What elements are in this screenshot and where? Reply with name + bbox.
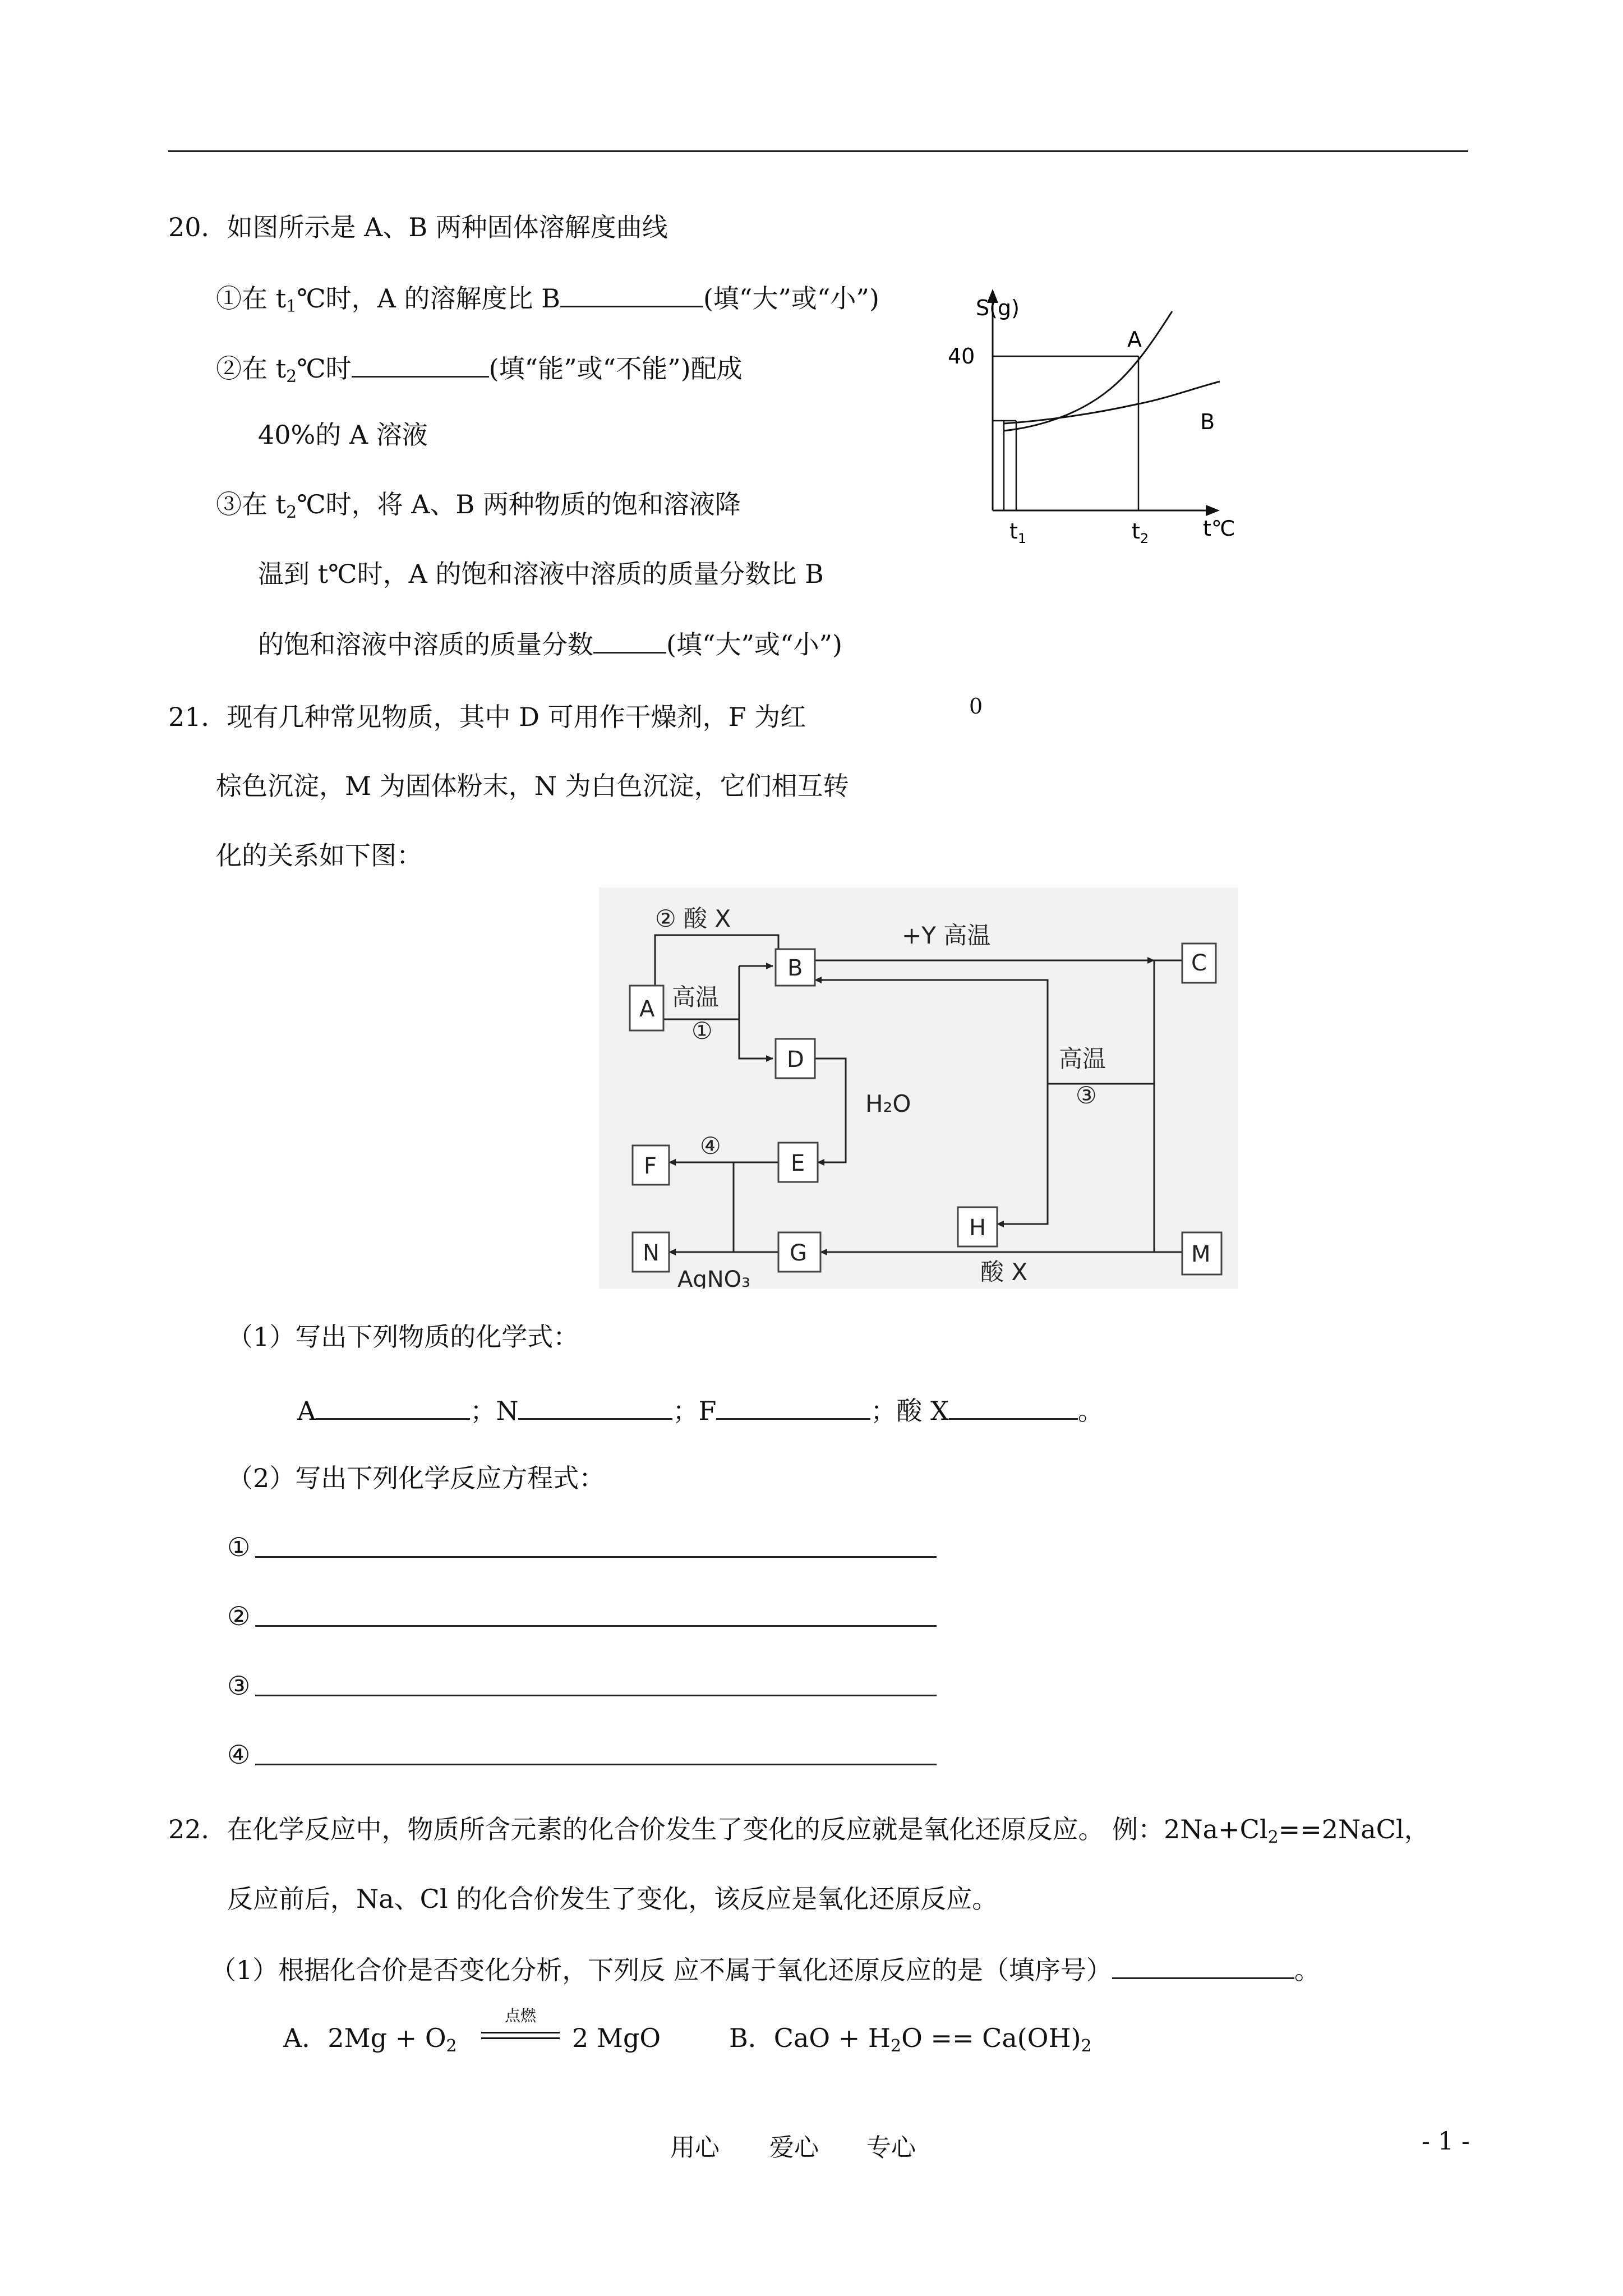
q21-part2-title: （2）写出下列化学反应方程式： [227,1463,605,1493]
q20-line5: 温到 t℃时，A 的饱和溶液中溶质的质量分数比 B [258,559,824,589]
solubility-graph [897,280,1245,567]
eq2-blank[interactable] [255,1625,937,1627]
q22-line3: （1）根据化合价是否变化分析，下列反 应不属于氧化还原反应的是（填序号） 。 [210,1955,1320,1985]
q21-line1: 21．现有几种常见物质，其中 D 可用作干燥剂，F 为红 [168,702,806,732]
reaction-diagram [599,887,1238,1289]
label-plus-y-high-temp: +Y 高温 [902,922,991,949]
node-n: N [643,1240,660,1266]
q22-line2: 反应前后，Na、Cl 的化合价发生了变化，该反应是氧化还原反应。 [227,1884,998,1914]
label-step-4: ④ [700,1132,721,1159]
node-f: F [644,1153,657,1179]
q20-blank1[interactable] [560,283,703,307]
q22-option-a-product: 2 MgO [572,2023,661,2053]
q20-blank2[interactable] [352,353,489,378]
q22-option-a: A．$2Mg + O_2$ [283,2023,457,2056]
fill-f-blank[interactable] [716,1396,870,1420]
graph-origin: 0 [969,694,983,719]
eq3-blank[interactable] [255,1695,937,1696]
node-e: E [791,1151,805,1176]
q21-line2: 棕色沉淀，M 为固体粉末，N 为白色沉淀，它们相互转 [216,771,849,801]
q22-line1: 22．在化学反应中，物质所含元素的化合价发生了变化的反应就是氧化还原反应。 例：$2Na+Cl_2==2NaCl$， [168,1814,1430,1847]
y-axis-label: S(g) [976,296,1020,320]
eq1-label: ① [227,1532,251,1562]
q21-part1-title: （1）写出下列物质的化学式： [227,1322,579,1352]
reaction-diagram-svg [599,887,1238,1289]
label-step-1: ① [691,1017,713,1045]
label-acid-x-top: ② 酸 X [655,905,731,932]
page-number: - 1 - [1422,2127,1470,2156]
edge-to-h [997,1084,1048,1224]
fill-a-blank[interactable] [316,1396,470,1420]
node-a: A [639,996,655,1022]
eq1-blank[interactable] [255,1556,937,1558]
edge-d-e [815,1059,846,1162]
x-tick-t2: $t_2$ [1132,519,1149,546]
x-tick-t1: $t_1$ [1009,519,1027,546]
y-tick-40: 40 [948,344,975,369]
node-c: C [1191,950,1207,976]
header-rule [168,150,1468,152]
eq3-label: ③ [227,1671,251,1701]
q21-line3: 化的关系如下图： [216,840,422,871]
footer-motto-2: 爱心 [769,2133,819,2162]
label-high-temp-3: 高温 [1059,1045,1106,1073]
fill-acid-x-blank[interactable] [949,1396,1078,1420]
node-m: M [1191,1241,1211,1267]
reaction-arrow-line1 [481,2032,560,2033]
edge-a-b-acid [655,935,778,986]
label-step-3: ③ [1076,1082,1097,1109]
label-high-temp-1: 高温 [672,983,720,1011]
edge-to-d [739,1019,773,1059]
node-b: B [787,955,803,981]
q20-line6: 的饱和溶液中溶质的质量分数 (填“大”或“小”) [258,629,842,660]
q20-line3: 40%的 A 溶液 [258,420,428,450]
curve-b-label: B [1200,409,1215,434]
q22-option-b: B．CaO + $H_2O == Ca(OH)_2$ [729,2023,1092,2056]
label-acid-x-bottom: 酸 X [980,1258,1028,1286]
eq4-label: ④ [227,1740,251,1770]
eq2-label: ② [227,1601,251,1631]
curve-a-label: A [1127,327,1142,352]
reaction-condition: 点燃 [504,2007,536,2025]
eq4-blank[interactable] [255,1764,937,1765]
x-axis-label: t℃ [1203,516,1235,541]
footer-motto-3: 专心 [866,2133,916,2162]
footer-motto-1: 用心 [670,2133,720,2162]
q21-fill-line: A ；N ；F ；酸 X 。 [297,1396,1104,1426]
x-axis-arrow [1206,505,1220,516]
q20-blank3[interactable] [593,629,666,654]
q20-title: 20．如图所示是 A、B 两种固体溶解度曲线 [168,212,668,242]
label-agno3: AgNO₃ [677,1267,751,1289]
node-d: D [787,1047,804,1073]
q22-blank1[interactable] [1112,1955,1294,1979]
edge-to-b-return [815,980,1048,1084]
q20-line1: ①在 $t_1℃$时，A 的溶解度比 B (填“大”或“小”) [216,283,879,316]
node-h: H [969,1215,986,1241]
reaction-arrow-line2 [481,2037,560,2039]
fill-n-blank[interactable] [518,1396,672,1420]
label-h2o: H₂O [865,1090,911,1117]
q20-line4: ③在 $t_2℃$时，将 A、B 两种物质的饱和溶液降 [216,489,741,522]
node-g: G [790,1240,807,1266]
q20-line2: ②在 $t_2℃$时 (填“能”或“不能”)配成 [216,353,743,386]
